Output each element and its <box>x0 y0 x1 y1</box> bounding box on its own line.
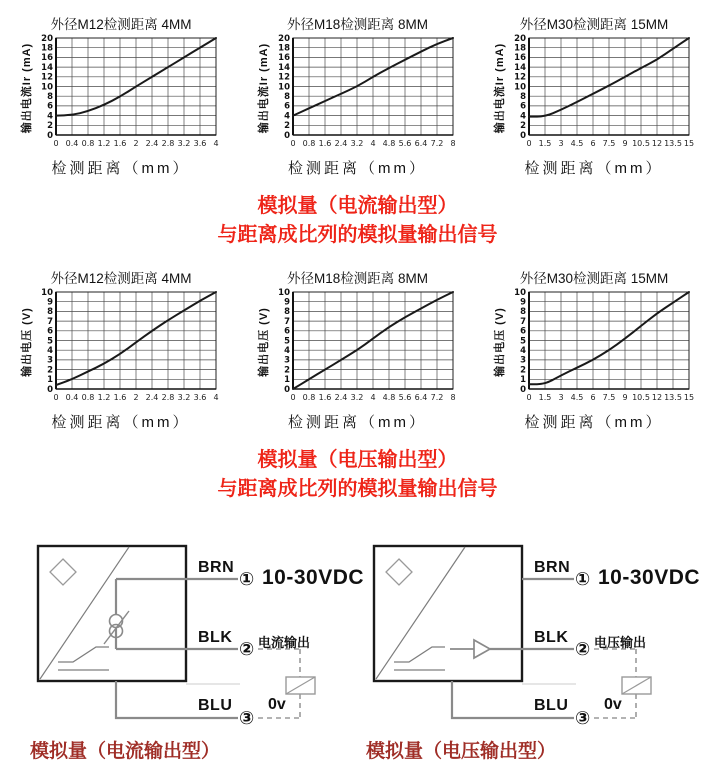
x-axis-label: 检测距离（mm） <box>51 414 191 431</box>
wiring-diagram-voltage <box>352 544 701 766</box>
svg-text:0: 0 <box>289 393 296 402</box>
load-resistor-icon <box>286 677 315 694</box>
y-axis-label: 输出电压 (V) <box>494 307 506 377</box>
svg-text:4.5: 4.5 <box>570 393 584 402</box>
x-axis-label: 检测距离（mm） <box>288 414 427 431</box>
chart-current-m30 <box>476 13 712 178</box>
svg-text:2.4: 2.4 <box>145 139 159 148</box>
svg-text:2: 2 <box>133 139 139 148</box>
chart-canvas <box>32 288 222 404</box>
svg-text:9: 9 <box>622 393 628 402</box>
y-axis-label: 输出电压 (V) <box>257 307 270 377</box>
wiring-diagram-current <box>16 544 365 766</box>
svg-text:4: 4 <box>283 346 290 356</box>
svg-text:3: 3 <box>283 355 290 366</box>
terminal-3-icon: ③ <box>239 708 255 728</box>
svg-text:6.4: 6.4 <box>414 393 427 402</box>
wire-label-blk: BLK <box>534 629 569 646</box>
svg-text:12: 12 <box>651 393 663 402</box>
ground-label: 0v <box>604 696 622 713</box>
x-axis-label: 检测距离（mm） <box>288 160 427 177</box>
svg-text:0: 0 <box>520 130 526 141</box>
svg-text:0: 0 <box>47 384 53 395</box>
chart-current-m12 <box>3 13 239 178</box>
chart-canvas <box>269 288 459 404</box>
voltage-charts-row <box>0 267 715 432</box>
svg-text:12: 12 <box>41 72 53 83</box>
svg-text:4.8: 4.8 <box>382 393 395 402</box>
terminal-3-icon: ③ <box>575 708 591 728</box>
svg-text:6.4: 6.4 <box>414 139 427 148</box>
output-type-label: 电流输出 <box>258 635 311 650</box>
svg-text:4: 4 <box>213 139 219 148</box>
svg-text:2.4: 2.4 <box>334 139 347 148</box>
current-charts-row <box>0 13 715 178</box>
svg-text:18: 18 <box>41 43 53 54</box>
svg-text:0.8: 0.8 <box>302 393 315 402</box>
svg-text:10: 10 <box>277 288 290 298</box>
ramp-symbol-icon <box>58 647 109 662</box>
svg-text:14: 14 <box>41 62 53 73</box>
svg-text:1.2: 1.2 <box>97 139 111 148</box>
svg-text:8: 8 <box>449 139 456 148</box>
svg-text:3.2: 3.2 <box>177 139 191 148</box>
svg-text:1.6: 1.6 <box>113 139 127 148</box>
svg-text:7: 7 <box>520 316 526 327</box>
svg-text:8: 8 <box>47 92 53 102</box>
wiring-diagrams-row <box>0 544 715 766</box>
svg-text:20: 20 <box>41 34 53 44</box>
diamond-icon <box>386 559 412 585</box>
svg-text:0: 0 <box>53 393 59 402</box>
y-axis-label: 输出电流Ir (mA) <box>21 42 33 134</box>
svg-text:6: 6 <box>590 139 596 148</box>
svg-text:2.8: 2.8 <box>161 139 175 148</box>
chart-voltage-m12 <box>3 267 239 432</box>
diamond-icon <box>50 559 76 585</box>
svg-text:0: 0 <box>526 393 532 402</box>
x-axis-label: 检测距离（mm） <box>524 160 664 177</box>
chart-title: 外径M18检测距离 8MM <box>286 271 428 286</box>
svg-text:1.6: 1.6 <box>113 393 127 402</box>
svg-text:4: 4 <box>369 393 376 402</box>
svg-text:9: 9 <box>47 297 53 308</box>
svg-text:4: 4 <box>520 346 526 356</box>
wire-label-blk: BLK <box>198 629 233 646</box>
chart-current-m18 <box>240 13 476 178</box>
svg-text:2.8: 2.8 <box>161 393 175 402</box>
svg-text:8: 8 <box>520 92 526 102</box>
svg-text:5: 5 <box>47 336 53 347</box>
svg-text:3.2: 3.2 <box>350 393 363 402</box>
svg-text:1.6: 1.6 <box>318 393 331 402</box>
svg-text:8: 8 <box>283 92 290 102</box>
svg-text:1.2: 1.2 <box>97 393 111 402</box>
terminal-2-icon: ② <box>575 639 591 659</box>
svg-text:16: 16 <box>41 53 53 64</box>
chart-title: 外径M18检测距离 8MM <box>286 17 428 32</box>
diagonal-line <box>376 547 465 679</box>
chart-canvas <box>505 34 695 150</box>
svg-text:8: 8 <box>520 307 526 318</box>
svg-text:1.5: 1.5 <box>538 393 552 402</box>
svg-text:7.5: 7.5 <box>602 393 616 402</box>
amplifier-icon <box>450 640 490 658</box>
svg-text:2: 2 <box>283 365 290 376</box>
svg-text:1: 1 <box>47 375 53 386</box>
svg-text:0.8: 0.8 <box>81 393 95 402</box>
y-axis-label: 输出电压 (V) <box>21 307 33 377</box>
svg-text:9: 9 <box>520 297 526 308</box>
svg-text:3.6: 3.6 <box>193 393 207 402</box>
svg-text:2: 2 <box>47 365 53 376</box>
svg-text:0.8: 0.8 <box>81 139 95 148</box>
svg-text:4: 4 <box>213 393 219 402</box>
current-section-heading <box>0 192 715 250</box>
x-axis-label: 检测距离（mm） <box>524 414 664 431</box>
svg-text:6: 6 <box>520 101 526 112</box>
terminal-2-icon: ② <box>239 639 255 659</box>
svg-text:7: 7 <box>47 316 53 327</box>
svg-text:10: 10 <box>277 82 290 93</box>
chart-voltage-m18 <box>240 267 476 432</box>
svg-text:3: 3 <box>558 139 564 148</box>
svg-text:0: 0 <box>526 139 532 148</box>
terminal-1-icon: ① <box>575 569 591 589</box>
svg-text:6: 6 <box>283 326 290 337</box>
wire-label-brn: BRN <box>534 559 571 576</box>
svg-text:5: 5 <box>283 336 290 347</box>
svg-text:10: 10 <box>514 82 526 93</box>
svg-text:3.2: 3.2 <box>350 139 363 148</box>
svg-text:1.6: 1.6 <box>318 139 331 148</box>
svg-text:16: 16 <box>514 53 526 64</box>
chart-canvas <box>269 34 459 150</box>
svg-text:6: 6 <box>47 326 53 337</box>
svg-text:0.8: 0.8 <box>302 139 315 148</box>
chart-title: 外径M30检测距离 15MM <box>519 271 669 286</box>
svg-text:0: 0 <box>289 139 296 148</box>
wire-label-blu: BLU <box>198 697 233 714</box>
svg-text:5: 5 <box>520 336 526 347</box>
sensor-box <box>374 546 522 681</box>
svg-text:3: 3 <box>520 355 526 366</box>
svg-text:9: 9 <box>622 139 628 148</box>
svg-text:12: 12 <box>277 72 290 83</box>
heading-line: 模拟量（电压输出型） <box>257 449 458 471</box>
svg-text:2: 2 <box>133 393 139 402</box>
wire-label-brn: BRN <box>198 559 235 576</box>
heading-line: 模拟量（电流输出型） <box>257 195 458 217</box>
svg-text:2: 2 <box>47 121 53 132</box>
svg-text:10: 10 <box>41 288 53 298</box>
svg-text:10: 10 <box>514 288 526 298</box>
svg-text:1: 1 <box>520 375 526 386</box>
svg-text:4: 4 <box>520 111 526 122</box>
svg-text:10: 10 <box>41 82 53 93</box>
svg-text:2: 2 <box>520 121 526 132</box>
svg-text:3.6: 3.6 <box>193 139 207 148</box>
svg-text:20: 20 <box>277 34 290 44</box>
svg-text:4: 4 <box>283 111 290 122</box>
product-spec-page <box>0 13 715 779</box>
svg-text:15: 15 <box>683 139 695 148</box>
sensor-box <box>38 546 186 681</box>
svg-text:18: 18 <box>277 43 290 54</box>
svg-text:8: 8 <box>47 307 53 318</box>
svg-text:10.5: 10.5 <box>632 139 650 148</box>
svg-text:0: 0 <box>283 130 290 141</box>
svg-text:14: 14 <box>277 62 290 73</box>
svg-text:4.5: 4.5 <box>570 139 584 148</box>
svg-text:2.4: 2.4 <box>145 393 159 402</box>
svg-text:5.6: 5.6 <box>398 393 411 402</box>
svg-text:0.4: 0.4 <box>65 139 79 148</box>
load-resistor-icon <box>622 677 651 694</box>
svg-text:7.2: 7.2 <box>430 393 443 402</box>
ground-label: 0v <box>268 696 286 713</box>
chart-voltage-m30 <box>476 267 712 432</box>
svg-text:4: 4 <box>47 346 53 356</box>
svg-text:10.5: 10.5 <box>632 393 650 402</box>
heading-line: 与距离成比列的模拟量输出信号 <box>217 478 498 500</box>
svg-text:8: 8 <box>449 393 456 402</box>
svg-text:6: 6 <box>47 101 53 112</box>
svg-text:4: 4 <box>47 111 53 122</box>
svg-text:7.2: 7.2 <box>430 139 443 148</box>
svg-text:7.5: 7.5 <box>602 139 616 148</box>
heading-line: 与距离成比列的模拟量输出信号 <box>217 224 498 246</box>
x-axis-label: 检测距离（mm） <box>51 160 191 177</box>
power-supply-label: 10-30VDC <box>262 566 365 589</box>
svg-text:8: 8 <box>283 307 290 318</box>
svg-text:16: 16 <box>277 53 290 64</box>
terminal-1-icon: ① <box>239 569 255 589</box>
svg-text:2: 2 <box>283 121 290 132</box>
svg-text:0: 0 <box>53 139 59 148</box>
svg-text:3: 3 <box>47 355 53 366</box>
chart-canvas <box>32 34 222 150</box>
voltage-section-heading <box>0 446 715 504</box>
svg-text:14: 14 <box>514 62 526 73</box>
svg-text:0: 0 <box>520 384 526 395</box>
svg-text:12: 12 <box>514 72 526 83</box>
svg-text:6: 6 <box>283 101 290 112</box>
chart-canvas <box>505 288 695 404</box>
svg-text:13.5: 13.5 <box>664 139 682 148</box>
svg-text:4: 4 <box>369 139 376 148</box>
diagram-caption: 模拟量（电压输出型） <box>366 741 557 762</box>
svg-text:5.6: 5.6 <box>398 139 411 148</box>
svg-text:2: 2 <box>520 365 526 376</box>
svg-text:4.8: 4.8 <box>382 139 395 148</box>
svg-text:0.4: 0.4 <box>65 393 79 402</box>
svg-text:20: 20 <box>514 34 526 44</box>
svg-text:7: 7 <box>283 316 290 327</box>
svg-text:13.5: 13.5 <box>664 393 682 402</box>
power-supply-label: 10-30VDC <box>598 566 701 589</box>
chart-title: 外径M12检测距离 4MM <box>50 17 192 32</box>
diagram-caption: 模拟量（电流输出型） <box>30 741 221 762</box>
svg-text:0: 0 <box>47 130 53 141</box>
svg-text:0: 0 <box>283 384 290 395</box>
wire-label-blu: BLU <box>534 697 569 714</box>
output-type-label: 电压输出 <box>594 635 647 650</box>
y-axis-label: 输出电流Ir (mA) <box>257 42 270 134</box>
svg-text:6: 6 <box>590 393 596 402</box>
chart-title: 外径M30检测距离 15MM <box>519 17 669 32</box>
svg-text:12: 12 <box>651 139 663 148</box>
y-axis-label: 输出电流Ir (mA) <box>494 42 506 134</box>
svg-text:18: 18 <box>514 43 526 54</box>
svg-text:3: 3 <box>558 393 564 402</box>
svg-text:9: 9 <box>283 297 290 308</box>
svg-text:15: 15 <box>683 393 695 402</box>
ramp-symbol-icon <box>394 647 445 662</box>
svg-text:1: 1 <box>283 375 290 386</box>
svg-text:1.5: 1.5 <box>538 139 552 148</box>
svg-text:3.2: 3.2 <box>177 393 191 402</box>
svg-text:2.4: 2.4 <box>334 393 347 402</box>
chart-title: 外径M12检测距离 4MM <box>50 271 192 286</box>
svg-text:6: 6 <box>520 326 526 337</box>
